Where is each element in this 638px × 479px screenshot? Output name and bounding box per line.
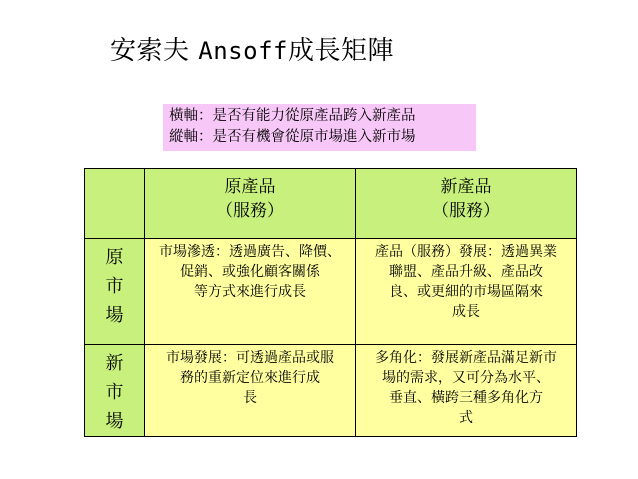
cell-text-line: 長	[243, 390, 257, 406]
row-header-new-market	[85, 345, 145, 437]
cell-text-line: 市場發展：可透過產品或服	[166, 350, 334, 366]
axis-note	[163, 104, 476, 151]
row-header-existing-market	[85, 239, 145, 345]
cell-market-development	[145, 345, 356, 437]
col-header-label: 新產品	[440, 177, 492, 197]
cell-text-line: 多角化：發展新產品滿足新市	[375, 350, 557, 366]
row-header-char: 市	[105, 382, 124, 403]
cell-text-line: 式	[459, 410, 473, 426]
cell-text-line: 垂直、橫跨三種多角化方	[389, 390, 543, 406]
cell-diversification	[356, 345, 577, 437]
row-header-char: 新	[105, 353, 124, 374]
cell-text-line: 務的重新定位來進行成	[180, 370, 320, 386]
ansoff-matrix	[84, 168, 577, 437]
cell-text-line: 場的需求，又可分為水平、	[382, 370, 550, 386]
row-header-char: 場	[105, 305, 124, 326]
cell-text-line: 市場滲透：透過廣告、降價、	[159, 244, 341, 260]
cell-text-line: 聯盟、產品升級、產品改	[389, 264, 543, 280]
col-header-sublabel: （服務）	[432, 201, 500, 221]
col-header-existing-product	[145, 169, 356, 239]
axis-note-horizontal: 橫軸：是否有能力從原產品跨入新產品	[169, 108, 416, 124]
cell-text-line: 等方式來進行成長	[194, 284, 306, 300]
cell-market-penetration	[145, 239, 356, 345]
col-header-new-product	[356, 169, 577, 239]
col-header-sublabel: （服務）	[216, 201, 284, 221]
cell-text-line: 產品（服務）發展：透過異業	[375, 244, 557, 260]
cell-text-line: 成長	[452, 304, 480, 320]
title-zh: 安索夫	[110, 36, 190, 66]
cell-text-line: 良、或更細的市場區隔來	[389, 284, 543, 300]
cell-text-line: 促銷、或強化顧客關係	[180, 264, 320, 280]
title-latin: Ansoff	[198, 37, 288, 65]
page-title	[110, 30, 394, 67]
title-zh2: 成長矩陣	[287, 36, 394, 66]
axis-note-vertical: 縱軸：是否有機會從原市場進入新市場	[169, 129, 416, 145]
matrix-corner	[85, 169, 145, 239]
row-header-char: 場	[105, 411, 124, 432]
cell-product-development	[356, 239, 577, 345]
row-header-char: 市	[105, 276, 124, 297]
row-header-char: 原	[105, 247, 124, 268]
col-header-label: 原產品	[224, 177, 276, 197]
